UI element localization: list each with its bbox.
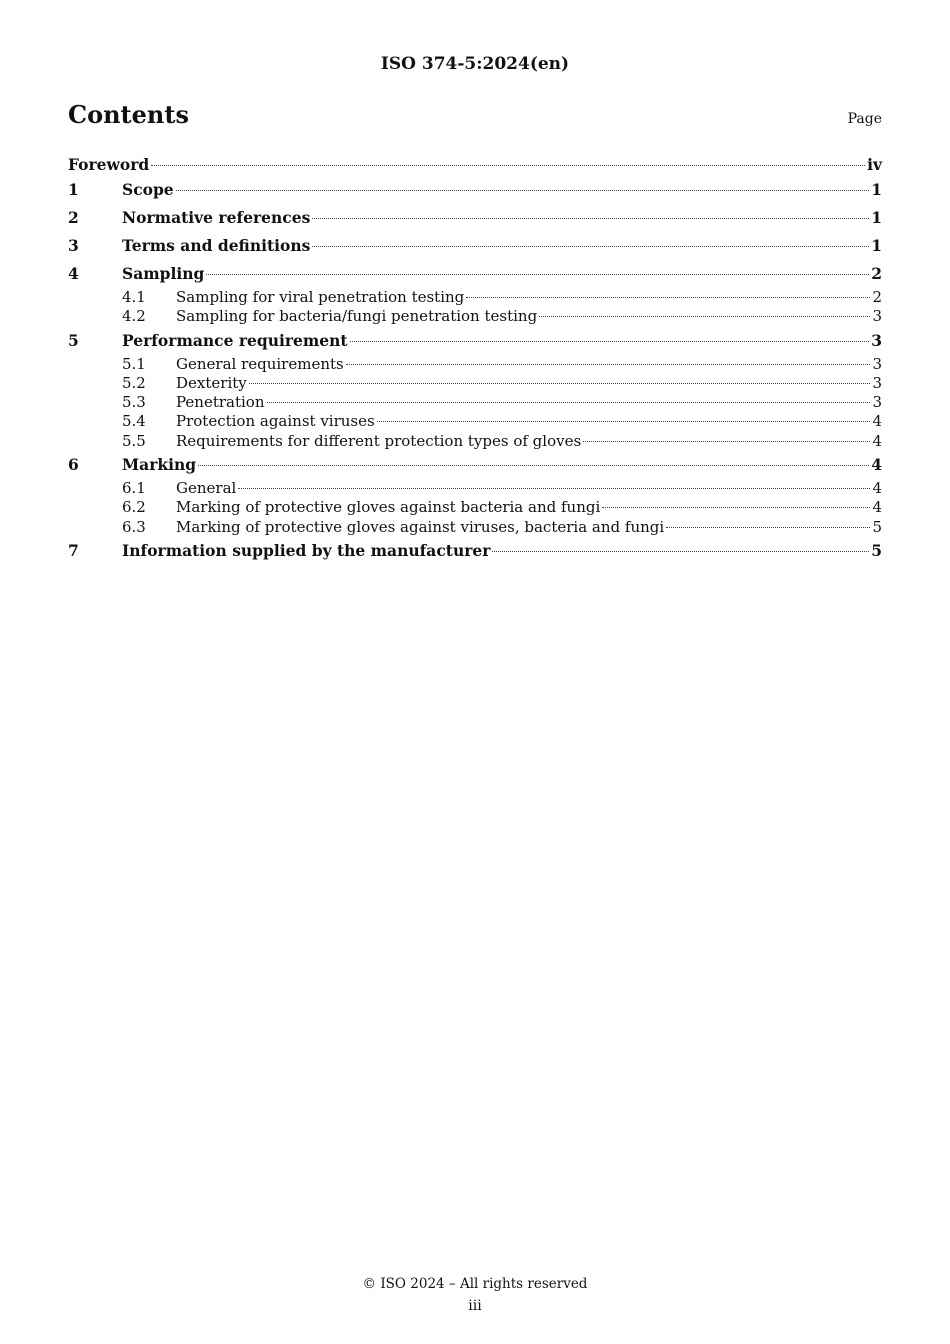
toc-entry-page: 4: [872, 498, 882, 517]
toc-entry-page: 4: [872, 412, 882, 431]
toc-entry-title: General: [176, 479, 237, 498]
toc-entry-page: 4: [871, 455, 882, 475]
toc-entry-title: Penetration: [176, 393, 265, 412]
toc-entry-title: Marking of protective gloves against viruses, bacteria and fungi: [176, 517, 665, 536]
toc-entry[interactable]: [68, 518, 882, 537]
toc-entry-number: 3: [68, 236, 79, 255]
footer-copyright: © ISO 2024 – All rights reserved: [362, 1276, 588, 1292]
toc-entry-title: Marking: [122, 455, 197, 475]
toc-entry-number: 6.2: [122, 498, 146, 517]
toc-entry-page: 2: [872, 288, 882, 306]
toc-entry[interactable]: [68, 288, 882, 307]
toc-entry-page: iv: [867, 155, 882, 174]
toc-entry-title: Sampling: [122, 264, 205, 283]
toc-leader-dots: [602, 507, 870, 508]
toc-entry-number: 2: [68, 208, 79, 227]
toc-entry[interactable]: [68, 479, 882, 498]
toc-entry-title: General requirements: [176, 354, 344, 373]
page-column-label: Page: [847, 111, 882, 127]
toc-entry[interactable]: [68, 307, 882, 326]
toc-entry-title: Foreword: [68, 155, 150, 174]
toc-entry-page: 4: [872, 479, 882, 498]
toc-entry-number: 5.3: [122, 393, 146, 412]
toc-entry-page: 3: [872, 393, 882, 412]
toc-entry-title: Dexterity: [176, 373, 247, 392]
toc-entry-number: 6.1: [122, 479, 146, 498]
toc-leader-dots: [583, 441, 870, 442]
toc-entry-title: Protection against viruses: [176, 412, 375, 431]
toc-leader-dots: [312, 246, 869, 247]
toc-entry-number: 4.2: [122, 307, 146, 326]
toc-leader-dots: [206, 274, 869, 275]
toc-entry-page: 1: [871, 236, 882, 255]
toc-entry-title: Information supplied by the manufacturer: [122, 540, 491, 560]
toc-entry-number: 4: [68, 264, 79, 283]
toc-leader-dots: [377, 421, 871, 422]
toc-leader-dots: [267, 402, 871, 403]
toc-entry[interactable]: [68, 374, 882, 393]
toc-entry-page: 5: [872, 517, 882, 536]
toc-entry[interactable]: [68, 498, 882, 517]
toc-entry-number: 6.3: [122, 517, 146, 536]
toc-entry[interactable]: [68, 537, 882, 565]
toc-leader-dots: [492, 551, 869, 552]
table-of-contents: [68, 154, 882, 565]
toc-leader-dots: [350, 341, 870, 342]
contents-heading-row: [68, 100, 882, 129]
toc-leader-dots: [249, 383, 871, 384]
toc-entry[interactable]: [68, 393, 882, 412]
toc-entry-number: 6: [68, 455, 79, 475]
toc-entry-title: Performance requirement: [122, 330, 348, 350]
toc-entry-number: 5.4: [122, 412, 146, 431]
toc-entry-number: 5.5: [122, 431, 146, 450]
toc-entry-page: 3: [872, 373, 882, 392]
toc-entry-title: Sampling for viral penetration testing: [176, 288, 465, 306]
toc-leader-dots: [312, 218, 869, 219]
toc-entry[interactable]: [68, 355, 882, 374]
toc-leader-dots: [198, 465, 869, 466]
toc-leader-dots: [346, 364, 871, 365]
toc-entry-page: 3: [872, 307, 882, 326]
toc-entry[interactable]: [68, 412, 882, 431]
toc-entry-page: 1: [871, 208, 882, 227]
toc-entry-page: 2: [871, 264, 882, 283]
document-id-header: ISO 374-5:2024(en): [380, 54, 570, 74]
toc-entry-title: Requirements for different protection types of gloves: [176, 431, 582, 450]
toc-entry-number: 5.1: [122, 354, 146, 373]
toc-leader-dots: [466, 297, 870, 298]
toc-entry-page: 4: [872, 431, 882, 450]
toc-leader-dots: [666, 527, 870, 528]
toc-leader-dots: [539, 316, 870, 317]
toc-entry-number: 1: [68, 180, 79, 199]
toc-entry-page: 3: [871, 330, 882, 350]
toc-entry-title: Sampling for bacteria/fungi penetration testing: [176, 307, 538, 326]
toc-entry-title: Marking of protective gloves against bacteria and fungi: [176, 498, 601, 517]
toc-leader-dots: [176, 190, 870, 191]
toc-entry[interactable]: [68, 432, 882, 451]
toc-entry-title: Terms and definitions: [122, 236, 311, 255]
toc-entry[interactable]: [68, 232, 882, 260]
toc-entry[interactable]: [68, 451, 882, 479]
toc-entry-number: 5.2: [122, 373, 146, 392]
footer-page-number: iii: [468, 1298, 482, 1314]
toc-entry[interactable]: [68, 154, 882, 176]
contents-title: Contents: [68, 100, 189, 129]
toc-leader-dots: [151, 165, 865, 166]
toc-entry-page: 5: [871, 540, 882, 560]
toc-entry[interactable]: [68, 260, 882, 288]
toc-entry-number: 4.1: [122, 288, 146, 306]
toc-entry-number: 7: [68, 540, 79, 560]
toc-entry[interactable]: [68, 204, 882, 232]
toc-entry-page: 1: [871, 180, 882, 199]
toc-entry-title: Scope: [122, 180, 174, 199]
toc-leader-dots: [238, 488, 870, 489]
toc-entry[interactable]: [68, 327, 882, 355]
toc-entry-title: Normative references: [122, 208, 311, 227]
toc-entry[interactable]: [68, 176, 882, 204]
toc-entry-page: 3: [872, 354, 882, 373]
toc-entry-number: 5: [68, 330, 79, 350]
